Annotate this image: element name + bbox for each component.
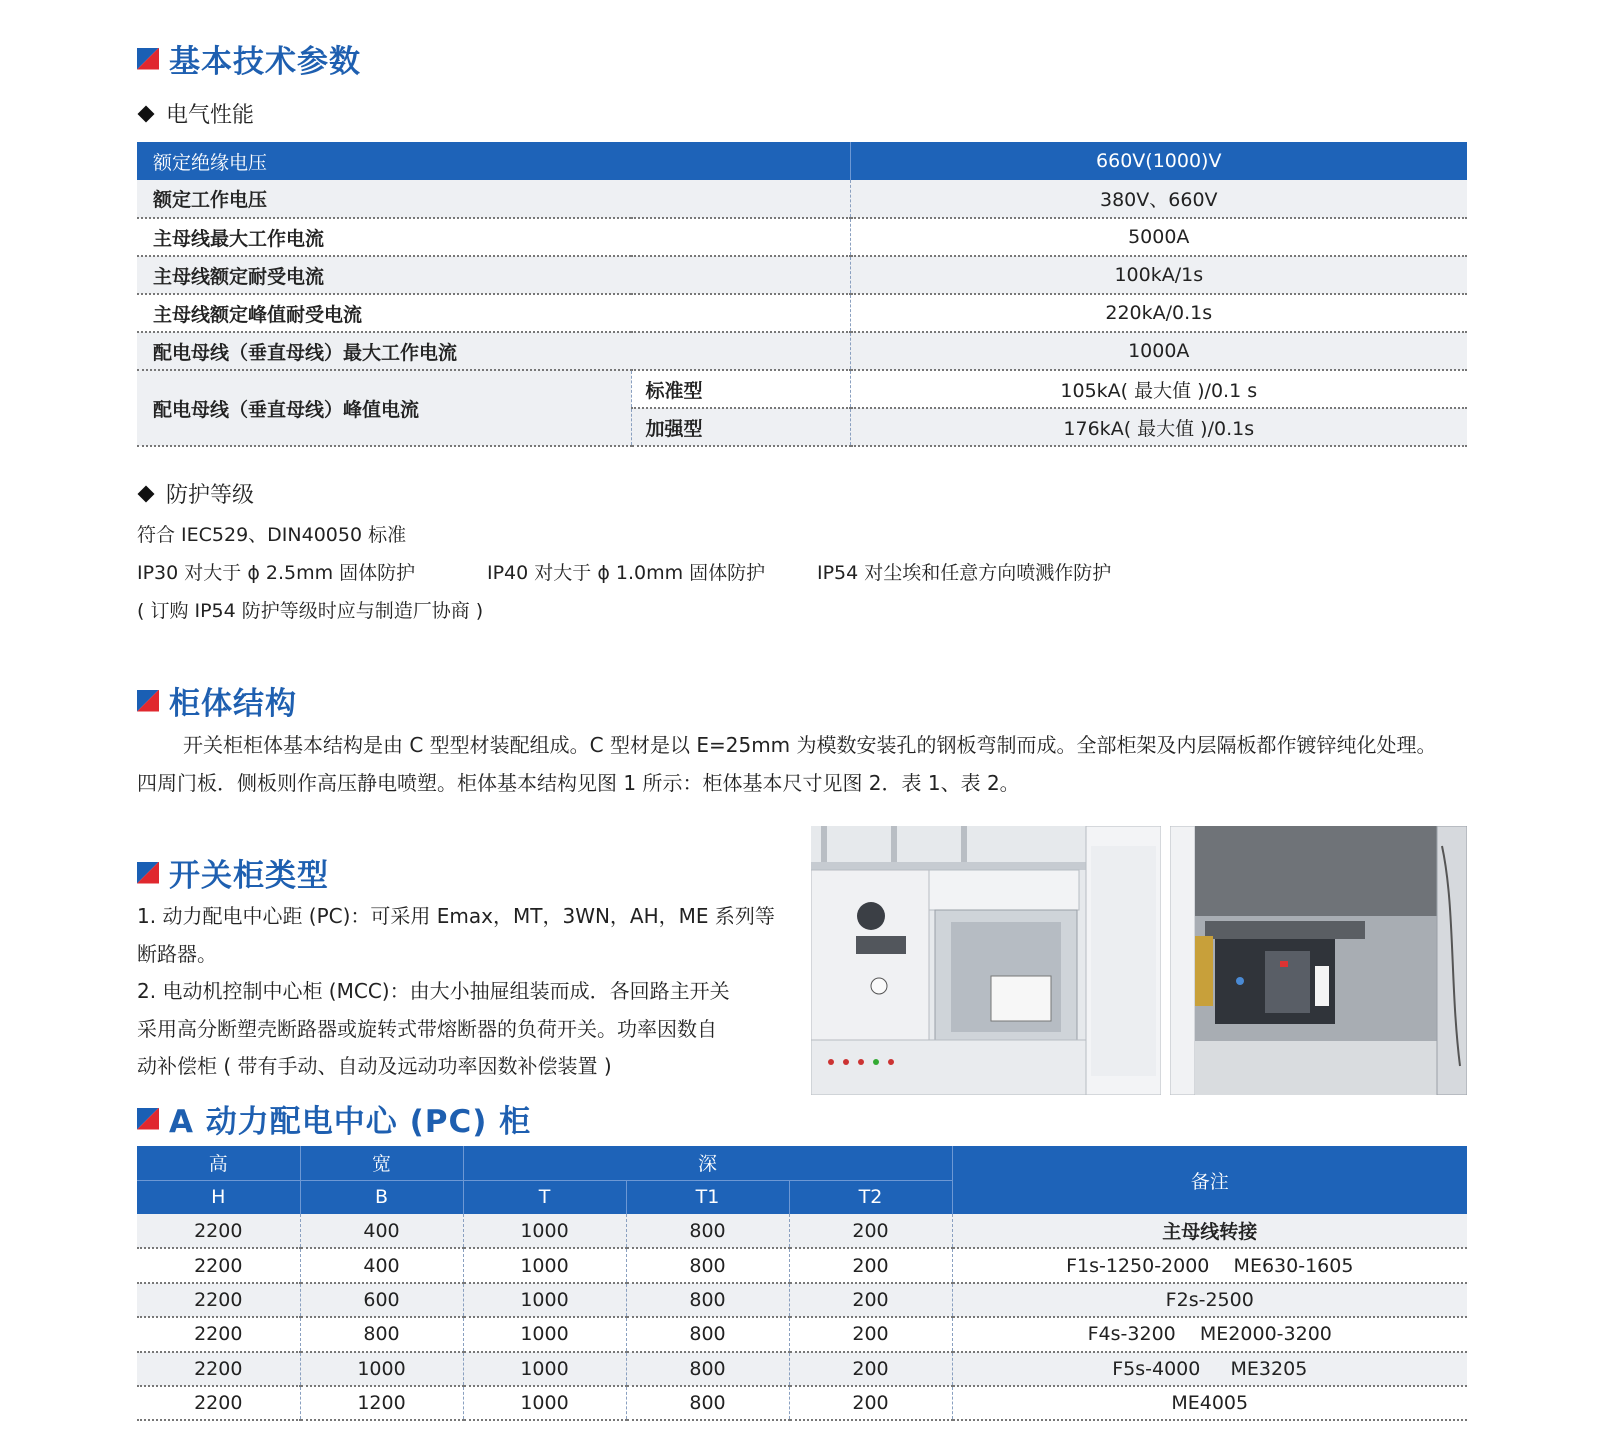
param-value: 220kA/0.1s bbox=[850, 294, 1467, 332]
types-line: 采用高分断塑壳断路器或旋转式带熔断器的负荷开关。功率因数自 bbox=[137, 1016, 717, 1041]
table-row bbox=[137, 1283, 1467, 1317]
diamond-bullet-icon bbox=[138, 105, 155, 122]
cell-t1: 800 bbox=[626, 1214, 789, 1248]
cell-note: F1s-1250-2000 ME630-1605 bbox=[952, 1248, 1467, 1282]
cell-note: F5s-4000 ME3205 bbox=[952, 1352, 1467, 1386]
param-label: 主母线最大工作电流 bbox=[137, 218, 850, 256]
table-row bbox=[137, 332, 1467, 370]
param-value: 100kA/1s bbox=[850, 256, 1467, 294]
header-depth: 深 bbox=[463, 1146, 952, 1180]
subsection-protection bbox=[140, 478, 254, 509]
header-T: T bbox=[463, 1180, 626, 1214]
cell-note: F2s-2500 bbox=[952, 1283, 1467, 1317]
param-label: 额定绝缘电压 bbox=[137, 142, 850, 180]
section-title: 开关柜类型 bbox=[169, 858, 329, 894]
header-height: 高 bbox=[137, 1146, 300, 1180]
table-header-row bbox=[137, 1146, 1467, 1180]
cell-t: 1000 bbox=[463, 1283, 626, 1317]
table-row bbox=[137, 256, 1467, 294]
cell-t2: 200 bbox=[789, 1214, 952, 1248]
section-title: 柜体结构 bbox=[169, 686, 297, 722]
types-line: 1. 动力配电中心距 (PC)：可采用 Emax，MT，3WN，AH，ME 系列等断路器。 bbox=[137, 904, 775, 966]
param-value: 176kA( 最大值 )/0.1s bbox=[850, 408, 1467, 446]
param-sub-label: 标准型 bbox=[631, 370, 850, 408]
cell-b: 800 bbox=[300, 1317, 463, 1351]
param-label: 主母线额定耐受电流 bbox=[137, 256, 850, 294]
structure-text-line1: 开关柜柜体基本结构是由 C 型型材装配组成。C 型材是以 E=25mm 为模数安装孔的钢板弯制而成。全部柜架及内层隔板都作镀锌纯化处理。 bbox=[183, 733, 1437, 757]
cell-t: 1000 bbox=[463, 1248, 626, 1282]
section-cabinet-structure bbox=[137, 678, 297, 723]
section-marker-icon bbox=[137, 48, 159, 70]
cell-b: 1200 bbox=[300, 1386, 463, 1420]
header-note: 备注 bbox=[952, 1146, 1467, 1214]
section-marker-icon bbox=[137, 690, 159, 712]
section-title: 基本技术参数 bbox=[169, 44, 361, 80]
param-label: 主母线额定峰值耐受电流 bbox=[137, 294, 850, 332]
cell-t1: 800 bbox=[626, 1352, 789, 1386]
header-B: B bbox=[300, 1180, 463, 1214]
protection-ip30: IP30 对大于 ϕ 2.5mm 固体防护 bbox=[137, 562, 416, 584]
section-marker-icon bbox=[137, 1108, 159, 1130]
cell-t: 1000 bbox=[463, 1214, 626, 1248]
cell-t1: 800 bbox=[626, 1283, 789, 1317]
cabinet-photo-breaker bbox=[1170, 826, 1467, 1095]
cell-note: ME4005 bbox=[952, 1386, 1467, 1420]
cell-b: 400 bbox=[300, 1214, 463, 1248]
cell-t: 1000 bbox=[463, 1352, 626, 1386]
subsection-title: 电气性能 bbox=[166, 103, 255, 128]
cabinet-photo-open bbox=[811, 826, 1161, 1095]
cell-h: 2200 bbox=[137, 1386, 300, 1420]
types-line: 2. 电动机控制中心柜 (MCC)：由大小抽屉组装而成．各回路主开关 bbox=[137, 979, 730, 1003]
types-line: 动补偿柜 ( 带有手动、自动及远动功率因数补偿装置 ) bbox=[137, 1054, 612, 1078]
table-row bbox=[137, 1352, 1467, 1386]
cell-b: 400 bbox=[300, 1248, 463, 1282]
cell-t2: 200 bbox=[789, 1248, 952, 1282]
param-label: 配电母线（垂直母线）峰值电流 bbox=[137, 370, 631, 446]
table-row bbox=[137, 1317, 1467, 1351]
subsection-electrical bbox=[140, 98, 254, 129]
table-row bbox=[137, 1248, 1467, 1282]
cell-t1: 800 bbox=[626, 1248, 789, 1282]
param-value: 660V(1000)V bbox=[850, 142, 1467, 180]
table-row bbox=[137, 180, 1467, 218]
cell-t1: 800 bbox=[626, 1386, 789, 1420]
param-label: 额定工作电压 bbox=[137, 180, 850, 218]
cell-h: 2200 bbox=[137, 1248, 300, 1282]
protection-standard: 符合 IEC529、DIN40050 标准 bbox=[137, 524, 407, 546]
param-sub-label: 加强型 bbox=[631, 408, 850, 446]
cell-b: 600 bbox=[300, 1283, 463, 1317]
cell-note: F4s-3200 ME2000-3200 bbox=[952, 1317, 1467, 1351]
cell-note: 主母线转接 bbox=[952, 1214, 1467, 1248]
table-row bbox=[137, 294, 1467, 332]
cell-t2: 200 bbox=[789, 1283, 952, 1317]
table-row bbox=[137, 218, 1467, 256]
cell-h: 2200 bbox=[137, 1352, 300, 1386]
electrical-table bbox=[137, 142, 1467, 447]
header-H: H bbox=[137, 1180, 300, 1214]
header-T2: T2 bbox=[789, 1180, 952, 1214]
cell-t: 1000 bbox=[463, 1317, 626, 1351]
cabinet-illustration bbox=[811, 826, 1161, 1095]
subsection-title: 防护等级 bbox=[166, 483, 255, 508]
cell-h: 2200 bbox=[137, 1214, 300, 1248]
table-header-row bbox=[137, 142, 1467, 180]
pc-dimension-table bbox=[137, 1146, 1467, 1421]
param-value: 1000A bbox=[850, 332, 1467, 370]
cell-t1: 800 bbox=[626, 1317, 789, 1351]
section-marker-icon bbox=[137, 862, 159, 884]
cell-t2: 200 bbox=[789, 1386, 952, 1420]
cell-t: 1000 bbox=[463, 1386, 626, 1420]
param-label: 配电母线（垂直母线）最大工作电流 bbox=[137, 332, 850, 370]
breaker-illustration bbox=[1170, 826, 1467, 1095]
cell-t2: 200 bbox=[789, 1352, 952, 1386]
protection-ip40: IP40 对大于 ϕ 1.0mm 固体防护 bbox=[487, 562, 766, 584]
header-T1: T1 bbox=[626, 1180, 789, 1214]
header-width: 宽 bbox=[300, 1146, 463, 1180]
section-title: A 动力配电中心 (PC) 柜 bbox=[169, 1104, 532, 1140]
diamond-bullet-icon bbox=[138, 485, 155, 502]
cell-h: 2200 bbox=[137, 1283, 300, 1317]
structure-text-line2: 四周门板．侧板则作高压静电喷塑。柜体基本结构见图 1 所示：柜体基本尺寸见图 2．表 1、表 2。 bbox=[137, 771, 1020, 795]
table-row bbox=[137, 1214, 1467, 1248]
switchgear-types-text bbox=[137, 898, 777, 1086]
table-row bbox=[137, 370, 1467, 408]
section-pc-cabinet bbox=[137, 1096, 531, 1141]
section-basic-params bbox=[137, 36, 361, 81]
protection-note: ( 订购 IP54 防护等级时应与制造厂协商 ) bbox=[137, 600, 484, 622]
param-value: 5000A bbox=[850, 218, 1467, 256]
cell-h: 2200 bbox=[137, 1317, 300, 1351]
cell-t2: 200 bbox=[789, 1317, 952, 1351]
section-switchgear-types bbox=[137, 850, 329, 895]
cell-b: 1000 bbox=[300, 1352, 463, 1386]
table-row bbox=[137, 1386, 1467, 1420]
protection-ip54: IP54 对尘埃和任意方向喷溅作防护 bbox=[817, 562, 1112, 584]
param-value: 380V、660V bbox=[850, 180, 1467, 218]
param-value: 105kA( 最大值 )/0.1 s bbox=[850, 370, 1467, 408]
